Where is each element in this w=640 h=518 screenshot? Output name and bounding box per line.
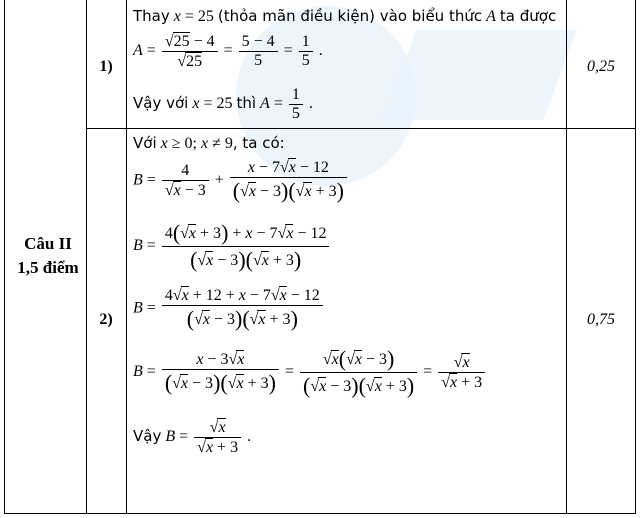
part-2-step-2: B = $\frac{4(√x + 3) + x - 7√x - 12}{(√x - 3)(√x + 3)}$ [133, 220, 331, 273]
part-1-equation: A = $\frac{√25 - 4}{√25}$ = $\frac{5 - 4}{5}$ = $\frac{1}{5}$ . [133, 33, 323, 70]
part-2-label: 2) [99, 311, 113, 328]
question-number: Câu II [24, 234, 72, 253]
question-label [6, 232, 90, 280]
question-points: 1,5 điểm [17, 258, 79, 277]
table-border [566, 0, 567, 514]
part-2-score: 0,75 [587, 311, 615, 328]
part-2-step-3: B = $\frac{4√x + 12 + x - 7√x - 12}{(√x - 3)(√x + 3)}$ [133, 286, 325, 332]
table-border [126, 0, 127, 514]
watermark-shape [384, 30, 577, 120]
part-1-conclusion: Vậy với x = 25 thì A = $\frac{1}{5}$ . [133, 86, 313, 122]
row-divider [86, 128, 636, 129]
table-border-right [635, 0, 636, 514]
part-1-label: 1) [99, 58, 113, 75]
table-border-bottom [4, 513, 636, 514]
part-1-score: 0,25 [587, 58, 615, 75]
part-2-condition: Với x ≥ 0; x ≠ 9, ta có: [133, 134, 285, 152]
table-border-left [4, 0, 5, 514]
part-1-intro-line: Thay x = 25 (thỏa mãn điều kiện) vào biểu thức A ta được [133, 7, 557, 25]
part-2-conclusion: Vậy B = $\frac{√x}{√x + 3}$ . [133, 419, 252, 456]
part-2-step-1: B = $\frac{4}{√x - 3}$ + $\frac{x - 7√x - 12}{(√x - 3)(√x + 3)}$ [133, 158, 349, 204]
part-2-step-4: B = $\frac{x - 3√x}{(√x - 3)(√x + 3)}$ = $\frac{√x(√x - 3)}{(√x - 3)(√x + 3)}$ = $\frac{√x}{√x + 3}$ [133, 346, 487, 399]
